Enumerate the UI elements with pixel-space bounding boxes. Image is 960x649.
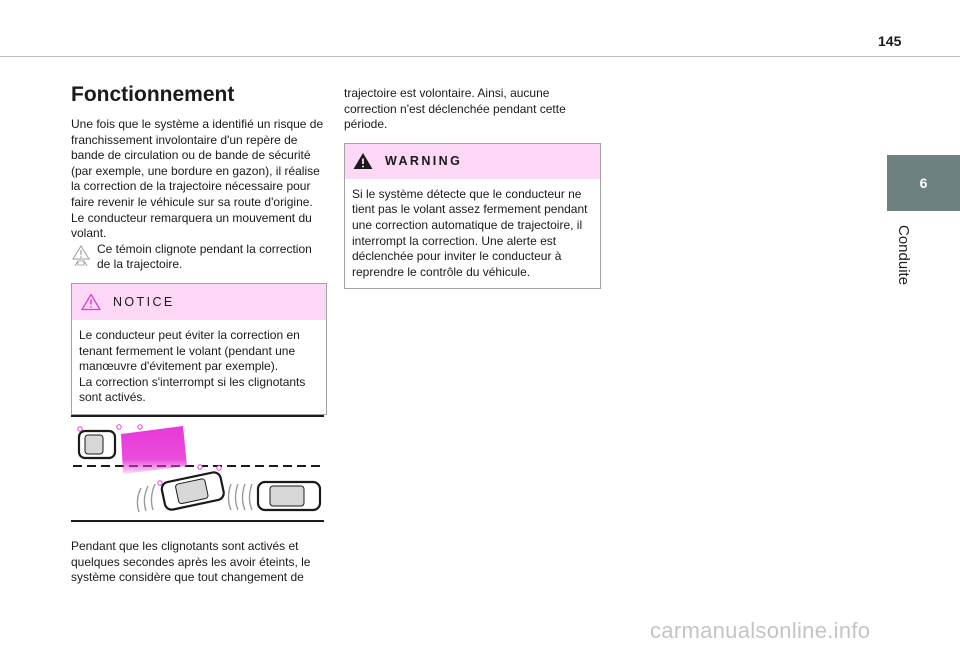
chapter-label-text: Conduite: [895, 225, 912, 286]
warning-body: Si le système détecte que le conducteur ne tient pas le volant assez fermement pendant une correction automatique de trajectoire, il interrompt la correction. Une alerte est déclenchée pour inviter le conducteur à reprendre le contrôle du véhicule.: [352, 186, 588, 279]
indicator-text: Ce témoin clignote pendant la correction de la trajectoire.: [97, 241, 312, 272]
steering-paragraph: Le conducteur remarquera un mouvement du volant.: [71, 210, 312, 241]
notice-paragraph-2: La correction s'interrompt si les clignotants sont activés.: [79, 374, 306, 405]
continuation-text: trajectoire est volontaire. Ainsi, aucune correction n'est déclenchée pendant cette période.: [344, 86, 566, 132]
right-column: [344, 86, 601, 289]
car-bottom-right: [258, 482, 320, 510]
lane-keeping-warning-icon: [71, 244, 91, 268]
drifting-car: [161, 471, 226, 511]
indicator-row: [71, 242, 327, 273]
page-number: 145: [878, 33, 902, 49]
notice-title: NOTICE: [113, 294, 175, 309]
warning-triangle-outline-icon: [81, 293, 101, 311]
figure-caption: [71, 539, 327, 586]
notice-body: [72, 320, 326, 414]
warning-box: [344, 143, 601, 290]
chapter-number: 6: [919, 175, 928, 191]
caption-text: Pendant que les clignotants sont activés et quelques secondes après les avoir éteints, le système considère que tout changement de: [71, 539, 311, 585]
notice-header: [72, 284, 326, 320]
notice-paragraph-1: Le conducteur peut éviter la correction en tenant fermement le volant (pendant une manœuvre d'évitement par exemple).: [79, 327, 300, 374]
warning-title: WARNING: [385, 154, 463, 169]
section-title: Fonctionnement: [71, 83, 235, 106]
chapter-label: [894, 225, 914, 295]
left-column: [71, 82, 327, 415]
warning-header: [345, 144, 600, 179]
watermark-text: carmanualsonline.info: [650, 618, 871, 643]
notice-box: [71, 283, 327, 415]
header-divider: [0, 56, 960, 57]
chapter-tab: [887, 155, 960, 211]
operation-paragraph: Une fois que le système a identifié un risque de franchissement involontaire d'un repère de bande de circulation ou de bande de sécurité (par exemple, une bordure en gazon), il réalise la correction de la trajectoire nécessaire pour faire revenir le véhicule sur sa route d'origine.: [71, 117, 324, 209]
front-car-top-left: [79, 431, 115, 458]
warning-triangle-filled-icon: [353, 152, 373, 170]
correction-zone: [121, 426, 187, 474]
lane-correction-diagram: [71, 414, 324, 524]
